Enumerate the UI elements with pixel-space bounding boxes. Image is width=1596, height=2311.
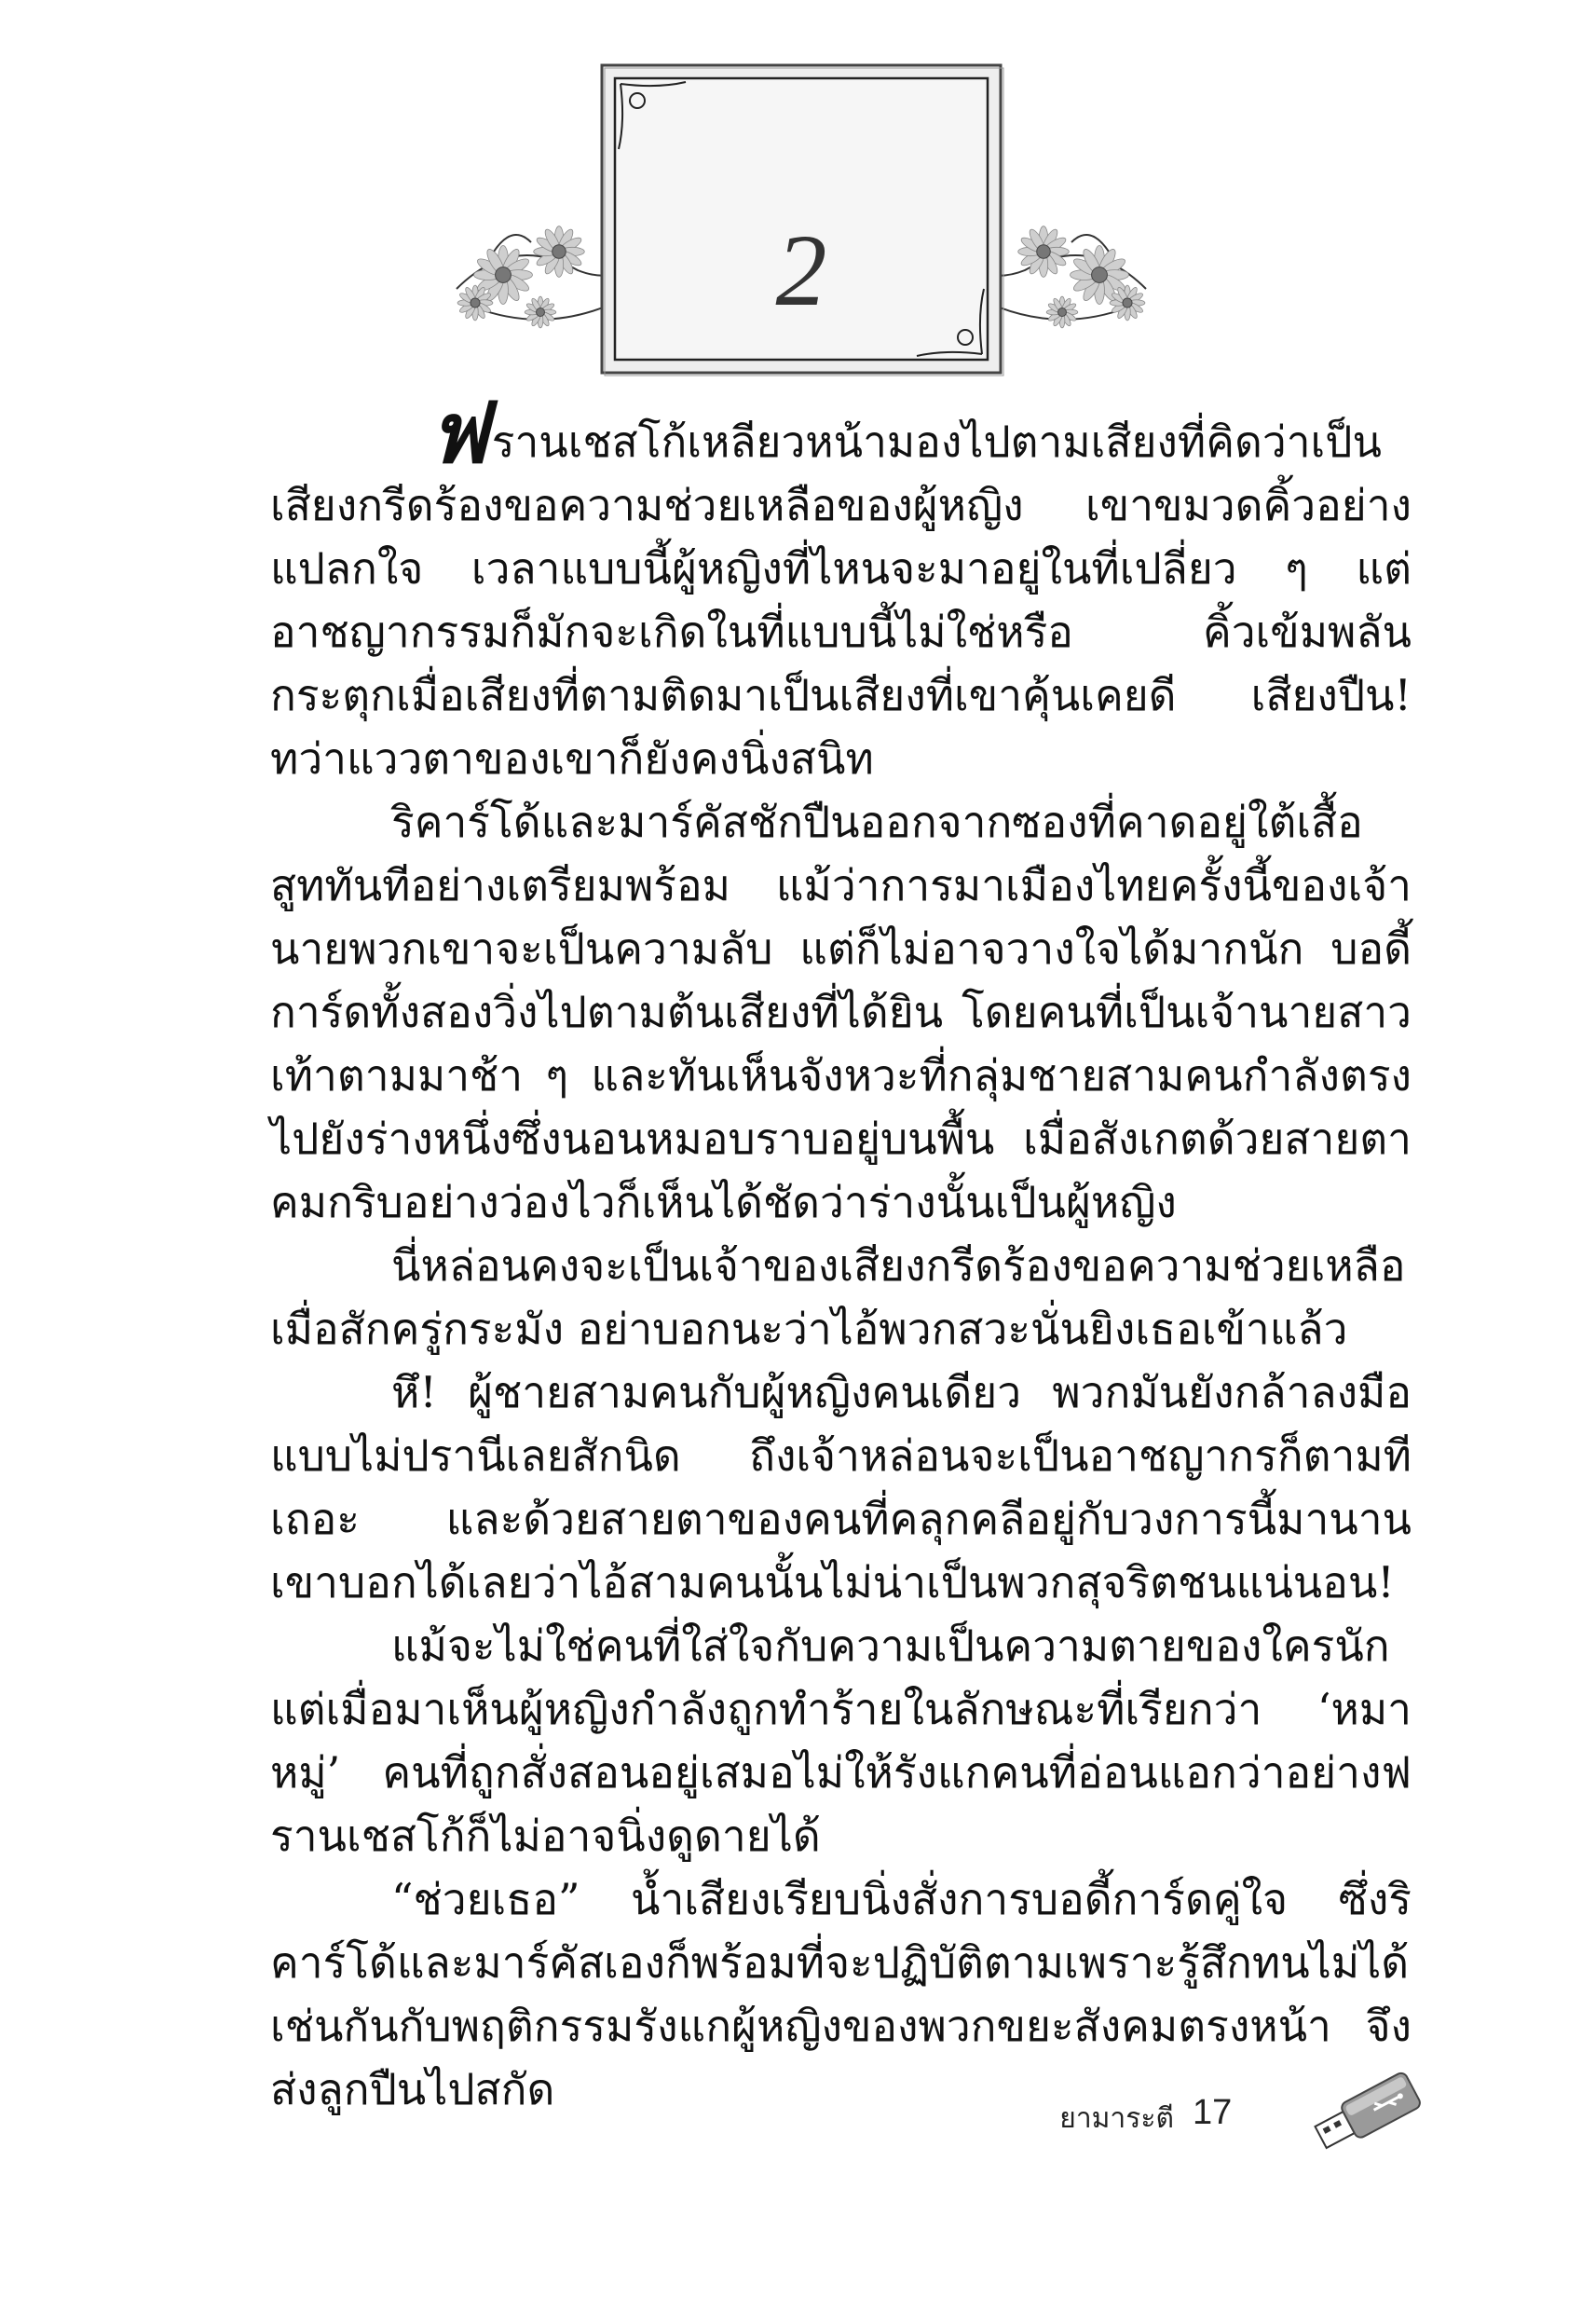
paragraph: แม้จะไม่ใช่คนที่ใส่ใจกับความเป็นความตายของใครนัก แต่เมื่อมาเห็นผู้หญิงกำลังถูกทำร้ายในลักษณะที่เรียกว่า ‘หมาหมู่’ คนที่ถูกสั่งสอนอยู่เสมอไม่ให้รังแกคนที่อ่อนแอกว่าอย่างฟรานเชสโก้ก็ไม่อาจนิ่งดูดายได้: [270, 1620, 1412, 1861]
page-footer: [941, 2069, 1332, 2153]
chapter-header-ornament: [438, 56, 1165, 391]
page-number: 17: [1193, 2093, 1233, 2132]
paragraph: ริคาร์โด้และมาร์คัสชักปืนออกจากซองที่คาดอยู่ใต้เสื้อสูททันทีอย่างเตรียมพร้อม แม้ว่าการมาเมืองไทยครั้งนี้ของเจ้านายพวกเขาจะเป็นความลับ แต่ก็ไม่อาจวางใจได้มากนัก บอดี้การ์ดทั้งสองวิ่งไปตามต้นเสียงที่ได้ยิน โดยคนที่เป็นเจ้านายสาวเท้าตามมาช้า ๆ และทันเห็นจังหวะที่กลุ่มชายสามคนกำลังตรงไปยังร่างหนึ่งซึ่งนอนหมอบราบอยู่บนพื้น เมื่อสังเกตด้วยสายตาคมกริบอย่างว่องไวก็เห็นได้ชัดว่าร่างนั้นเป็นผู้หญิง: [270, 797, 1412, 1227]
paragraph: [270, 384, 1412, 790]
usb-drive-icon: [1306, 2069, 1427, 2153]
paragraph: “ช่วยเธอ” น้ำเสียงเรียบนิ่งสั่งการบอดี้การ์ดคู่ใจ ซึ่งริคาร์โด้และมาร์คัสเองก็พร้อมที่จะปฏิบัติตามเพราะรู้สึกทนไม่ได้เช่นกันกับพฤติกรรมรังแกผู้หญิงของพวกขยะสังคมตรงหน้า จึงส่งลูกปืนไปสกัด: [270, 1874, 1412, 2114]
chapter-body-text: [270, 384, 1412, 2121]
paragraph: นี่หล่อนคงจะเป็นเจ้าของเสียงกรีดร้องขอความช่วยเหลือเมื่อสักครู่กระมัง อย่าบอกนะว่าไอ้พวกสวะนั่นยิงเธอเข้าแล้ว: [270, 1240, 1406, 1354]
running-footer-title: ยามาระตี: [1059, 2103, 1174, 2134]
paragraph: หึ! ผู้ชายสามคนกับผู้หญิงคนเดียว พวกมันยังกล้าลงมือแบบไม่ปรานีเลยสักนิด ถึงเจ้าหล่อนจะเป็นอาชญากรก็ตามทีเถอะ และด้วยสายตาของคนที่คลุกคลีอยู่กับวงการนี้มานาน เขาบอกได้เลยว่าไอ้สามคนนั้นไม่น่าเป็นพวกสุจริตชนแน่นอน!: [270, 1367, 1412, 1607]
chapter-number: 2: [775, 213, 827, 327]
paragraph-text: รานเชสโก้เหลียวหน้ามองไปตามเสียงที่คิดว่าเป็นเสียงกรีดร้องขอความช่วยเหลือของผู้หญิง เขาขมวดคิ้วอย่างแปลกใจ เวลาแบบนี้ผู้หญิงที่ไหนจะมาอยู่ในที่เปลี่ยว ๆ แต่อาชญากรรมก็มักจะเกิดในที่แบบนี้ไม่ใช่หรือ คิ้วเข้มพลันกระตุกเมื่อเสียงที่ตามติดมาเป็นเสียงที่เขาคุ้นเคยดี เสียงปืน! ทว่าแววตาของเขาก็ยังคงนิ่งสนิท: [270, 417, 1412, 784]
drop-cap: ฟ: [429, 384, 488, 483]
